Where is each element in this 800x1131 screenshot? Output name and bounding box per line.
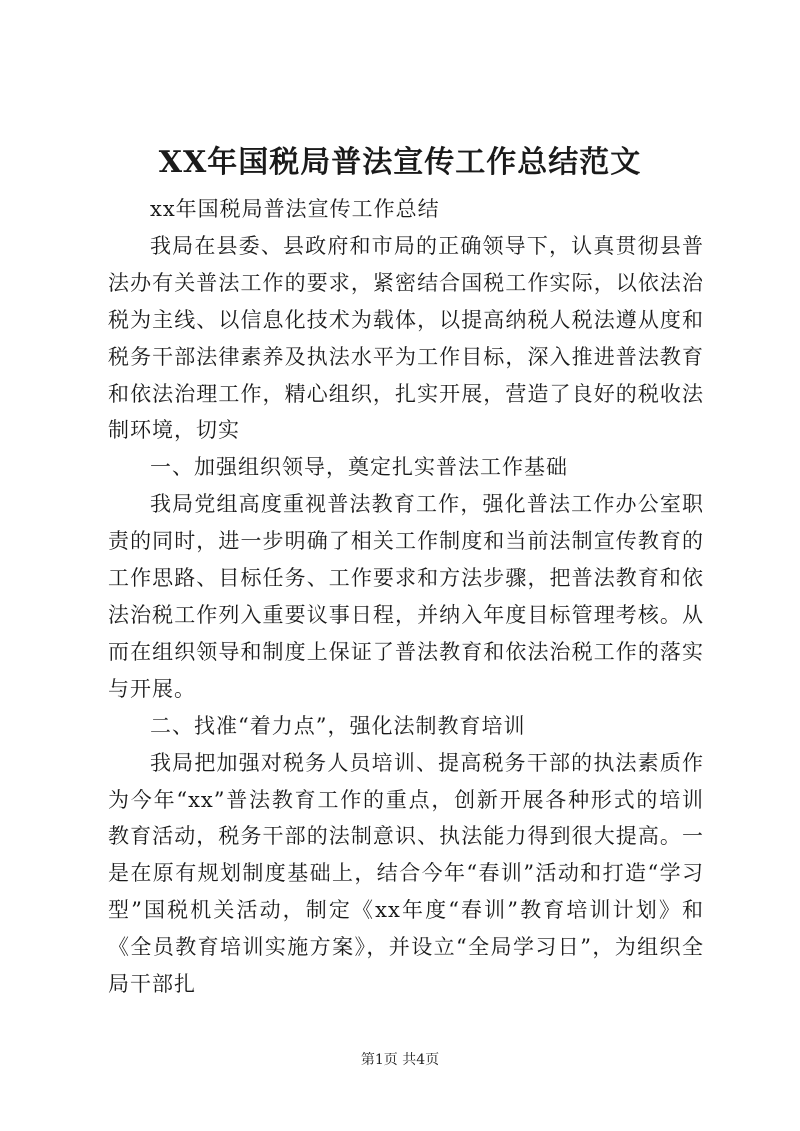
section-2-paragraph: 我局把加强对税务人员培训、提高税务干部的执法素质作为今年“xx”普法教育工作的重点，创新开展各种形式的培训教育活动，税务干部的法制意识、执法能力得到很大提高。一是在原有规划制度基础上，结合今年“春训”活动和打造“学习型”国税机关活动，制定《xx年度“春训”教育培训计划》和《全员教育培训实施方案》，并设立“全局学习日”，为组织全局干部扎 — [108, 750, 704, 997]
intro-paragraph: 我局在县委、县政府和市局的正确领导下，认真贯彻县普法办有关普法工作的要求，紧密结合国税工作实际，以依法治税为主线、以信息化技术为载体，以提高纳税人税法遵从度和税务干部法律素养及执法水平为工作目标，深入推进普法教育和依法治理工作，精心组织，扎实开展，营造了良好的税收法制环境，切实 — [108, 233, 704, 443]
section-1-paragraph: 我局党组高度重视普法教育工作，强化普法工作办公室职责的同时，进一步明确了相关工作制度和当前法制宣传教育的工作思路、目标任务、工作要求和方法步骤，把普法教育和依法治税工作列入重要议事日程，并纳入年度目标管理考核。从而在组织领导和制度上保证了普法教育和依法治税工作的落实与开展。 — [108, 492, 704, 701]
document-title: XX年国税局普法宣传工作总结范文 — [158, 145, 642, 180]
page-number-footer: 第1页 共4页 — [360, 1052, 440, 1068]
section-heading-2: 二、找准“着力点”，强化法制教育培训 — [150, 713, 526, 738]
section-heading-1: 一、加强组织领导，奠定扎实普法工作基础 — [150, 455, 568, 480]
subtitle-paragraph: xx年国税局普法宣传工作总结 — [150, 197, 440, 221]
document-body — [108, 191, 704, 1003]
